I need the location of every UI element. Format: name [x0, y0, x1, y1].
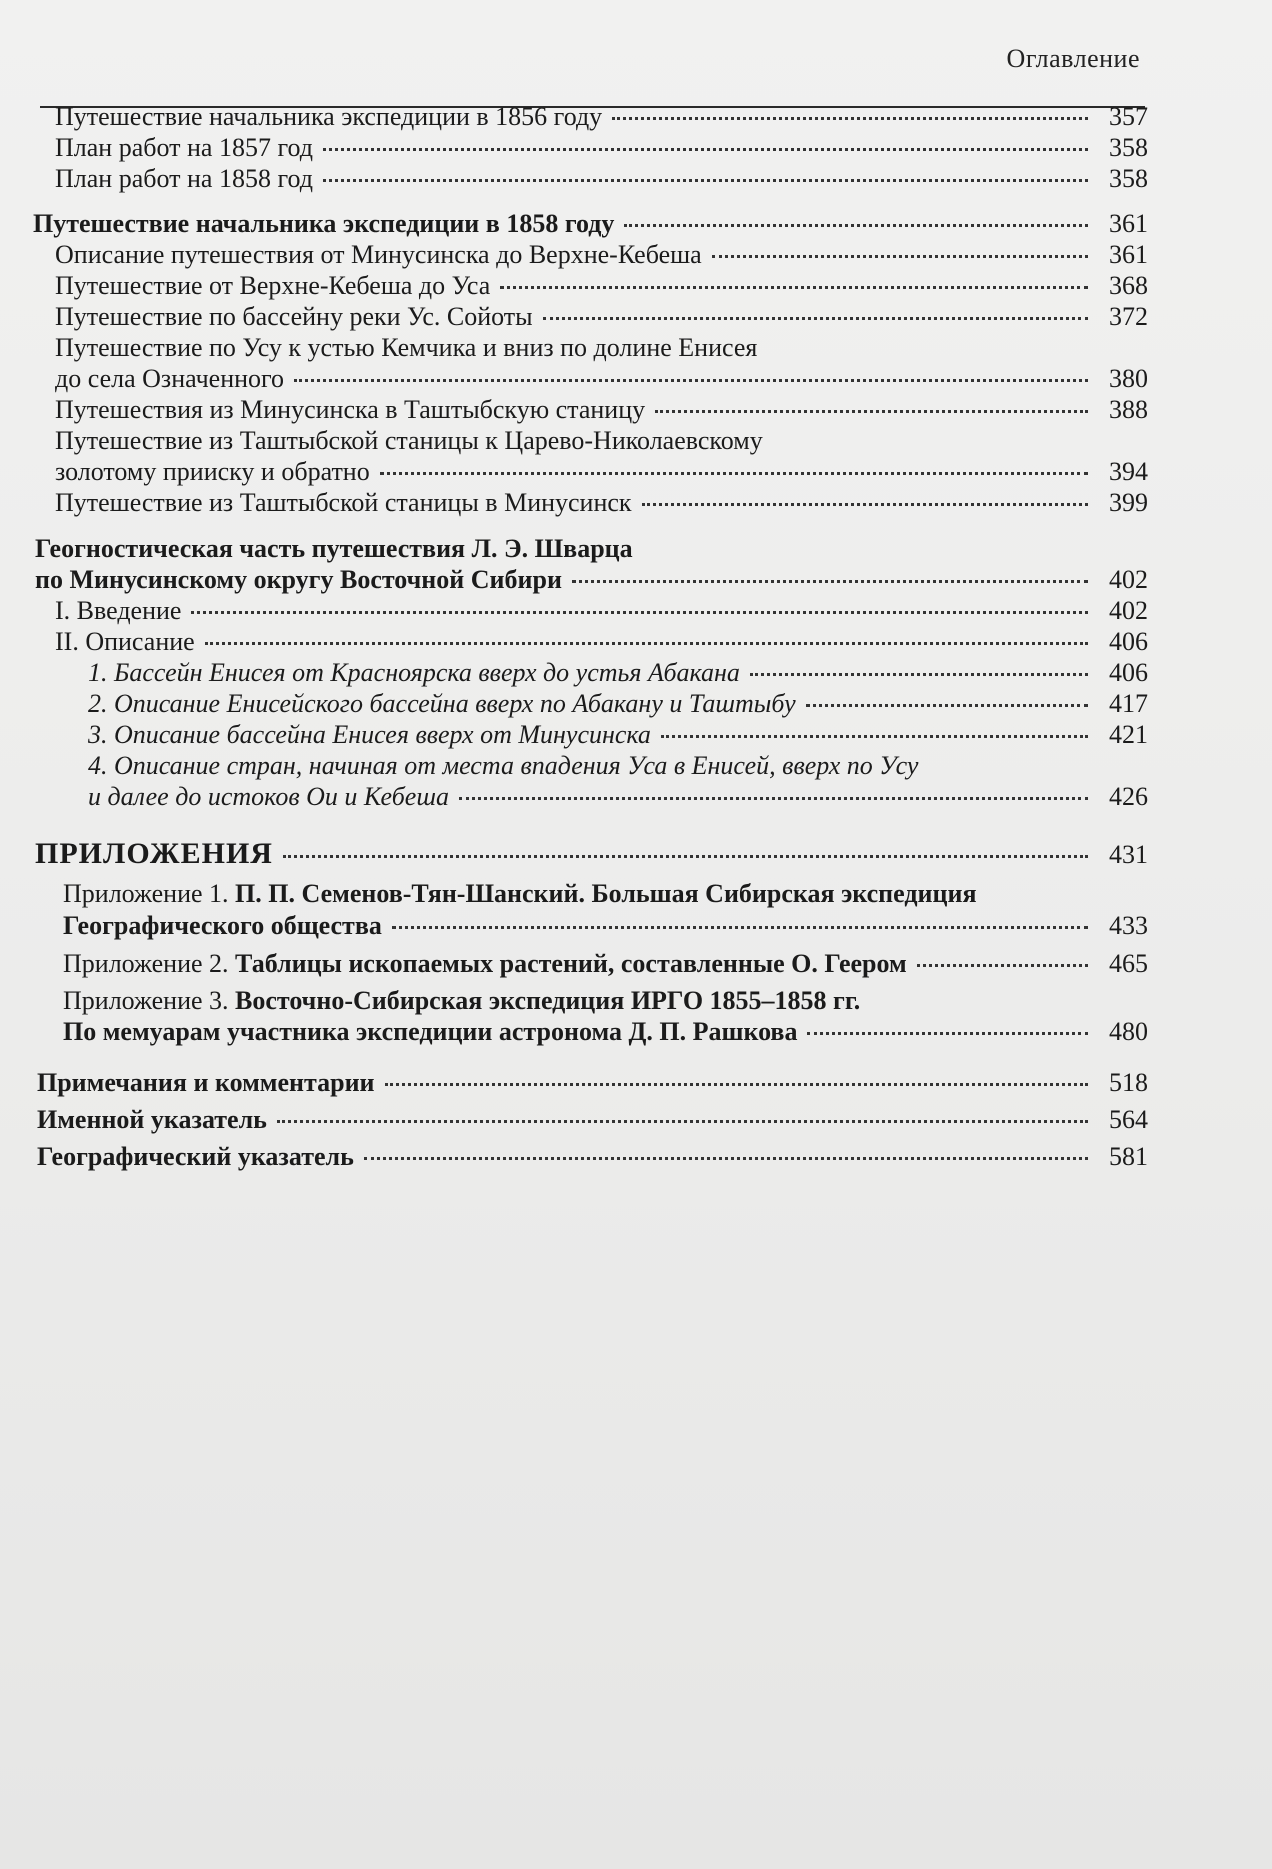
dot-leader [205, 640, 1088, 645]
toc-entry-page: 402 [1109, 596, 1148, 625]
appendix-1-line1[interactable] [63, 878, 977, 910]
dot-leader [323, 177, 1088, 182]
toc-section[interactable] [37, 1067, 1148, 1099]
toc-entry[interactable] [55, 363, 1148, 395]
toc-section-title: Путешествие начальника экспедиции в 1858 году [33, 209, 615, 238]
toc-entry-title-line2: до села Означенного [55, 364, 285, 393]
toc-entry-page: 406 [1109, 627, 1148, 656]
running-header: Оглавление [1006, 44, 1140, 73]
toc-entry-page: 394 [1109, 457, 1148, 486]
toc-entry-page: 581 [1109, 1142, 1148, 1171]
dot-leader [642, 501, 1088, 506]
dot-leader [917, 962, 1088, 967]
toc-section[interactable] [35, 564, 1148, 596]
toc-entry-title: План работ на 1857 год [55, 133, 313, 162]
dot-leader [543, 315, 1088, 320]
dot-leader [323, 146, 1088, 151]
toc-entry-page: 358 [1109, 133, 1148, 162]
toc-section-title: Именной указатель [37, 1105, 267, 1134]
toc-entry-page: 368 [1109, 271, 1148, 300]
toc-entry-title-line2: золотому прииску и обратно [55, 457, 370, 486]
toc-entry-page: 406 [1109, 658, 1148, 687]
toc-entry-title-line1[interactable]: Путешествие из Таштыбской станицы к Царево-Николаевскому [55, 426, 763, 455]
toc-entry-title: Путешествие от Верхне-Кебеша до Уса [55, 271, 491, 300]
toc-entry-title: Путешествие начальника экспедиции в 1856 году [55, 102, 603, 131]
toc-subentry-title-line2: и далее до истоков Ои и Кебеша [88, 782, 449, 811]
toc-subentry-title-line1[interactable]: 4. Описание стран, начиная от места впадения Уса в Енисей, вверх по Усу [88, 751, 919, 780]
dot-leader [283, 853, 1088, 858]
dot-leader [364, 1155, 1088, 1160]
toc-entry-page: 518 [1109, 1068, 1148, 1097]
toc-entry-title: Путешествие по бассейну реки Ус. Сойоты [55, 302, 533, 331]
toc-section-title: ПРИЛОЖЕНИЯ [35, 837, 273, 870]
appendix-title-line2: Географического общества [63, 911, 382, 940]
toc-entry-page: 417 [1109, 689, 1148, 718]
toc-entry-title-line1[interactable]: Путешествие по Усу к устью Кемчика и вниз по долине Енисея [55, 333, 758, 362]
appendix-title-line2: По мемуарам участника экспедиции астронома Д. П. Рашкова [63, 1017, 798, 1046]
toc-entry-page: 402 [1109, 565, 1148, 594]
toc-entry[interactable] [55, 301, 1148, 333]
toc-entry[interactable] [55, 487, 1148, 519]
toc-subentry[interactable] [88, 688, 1148, 720]
toc-entry[interactable] [55, 163, 1148, 195]
toc-entry[interactable] [63, 910, 1148, 942]
toc-entry-page: 372 [1109, 302, 1148, 331]
toc-entry-page: 480 [1109, 1017, 1148, 1046]
toc-entry-title: 3. Описание бассейна Енисея вверх от Минусинска [88, 720, 651, 749]
dot-leader [624, 222, 1088, 227]
toc-entry-page: 433 [1109, 911, 1148, 940]
toc-entry-page: 564 [1109, 1105, 1148, 1134]
dot-leader [807, 1030, 1088, 1035]
toc-entry[interactable] [63, 1016, 1148, 1048]
toc-section-title-line1[interactable]: Геогностическая часть путешествия Л. Э. Шварца [35, 534, 633, 563]
toc-entry-title: Путешествия из Минусинска в Таштыбскую станицу [55, 395, 646, 424]
appendix-prefix: Приложение 2. [63, 949, 229, 978]
toc-section[interactable] [35, 838, 1148, 871]
toc-subentry[interactable] [88, 781, 1148, 813]
appendix-prefix: Приложение 3. [63, 986, 229, 1015]
toc-entry[interactable] [55, 239, 1148, 271]
toc-entry-page: 431 [1109, 840, 1148, 869]
appendix-title: П. П. Семенов-Тян-Шанский. Большая Сибирская экспедиция [235, 879, 977, 908]
toc-entry[interactable] [55, 626, 1148, 658]
dot-leader [661, 733, 1088, 738]
appendix-prefix: Приложение 1. [63, 879, 229, 908]
toc-entry-page: 361 [1109, 240, 1148, 269]
dot-leader [459, 795, 1088, 800]
dot-leader [612, 115, 1088, 120]
toc-entry-page: 421 [1109, 720, 1148, 749]
dot-leader [712, 253, 1088, 258]
toc-entry[interactable] [55, 101, 1148, 133]
dot-leader [191, 609, 1088, 614]
dot-leader [385, 1081, 1088, 1086]
toc-entry-page: 465 [1109, 949, 1148, 978]
toc-entry-title: I. Введение [55, 596, 182, 625]
toc-section-title-line2: по Минусинскому округу Восточной Сибири [35, 565, 562, 594]
toc-subentry[interactable] [88, 719, 1148, 751]
toc-entry-title: План работ на 1858 год [55, 164, 313, 193]
toc-entry-title: Путешествие из Таштыбской станицы в Минусинск [55, 488, 632, 517]
toc-section[interactable] [37, 1141, 1148, 1173]
appendix-2 [63, 948, 907, 980]
dot-leader [392, 924, 1088, 929]
appendix-title: Таблицы ископаемых растений, составленные О. Геером [235, 949, 907, 978]
toc-entry-page: 358 [1109, 164, 1148, 193]
toc-subentry[interactable] [88, 657, 1148, 689]
toc-section-title: Географический указатель [37, 1142, 354, 1171]
toc-entry[interactable] [55, 456, 1148, 488]
dot-leader [806, 702, 1088, 707]
toc-entry-page: 357 [1109, 102, 1148, 131]
toc-entry[interactable] [63, 948, 1148, 980]
toc-entry-page: 380 [1109, 364, 1148, 393]
dot-leader [655, 408, 1088, 413]
toc-entry-title: Описание путешествия от Минусинска до Верхне-Кебеша [55, 240, 702, 269]
toc-entry-page: 426 [1109, 782, 1148, 811]
toc-entry-title: II. Описание [55, 627, 195, 656]
toc-section[interactable] [37, 1104, 1148, 1136]
toc-entry[interactable] [55, 394, 1148, 426]
toc-entry[interactable] [55, 132, 1148, 164]
toc-entry[interactable] [55, 270, 1148, 302]
toc-section[interactable] [33, 208, 1148, 240]
toc-entry[interactable] [55, 595, 1148, 627]
dot-leader [750, 671, 1088, 676]
toc-entry-page: 361 [1109, 209, 1148, 238]
appendix-3-line1[interactable] [63, 985, 860, 1017]
dot-leader [380, 470, 1088, 475]
appendix-title: Восточно-Сибирская экспедиция ИРГО 1855–1858 гг. [235, 986, 861, 1015]
dot-leader [572, 578, 1088, 583]
toc-entry-title: 1. Бассейн Енисея от Красноярска вверх до устья Абакана [88, 658, 740, 687]
toc-entry-page: 399 [1109, 488, 1148, 517]
dot-leader [277, 1118, 1088, 1123]
dot-leader [294, 377, 1088, 382]
toc-entry-title: 2. Описание Енисейского бассейна вверх по Абакану и Таштыбу [88, 689, 796, 718]
toc-entry-page: 388 [1109, 395, 1148, 424]
toc-section-title: Примечания и комментарии [37, 1068, 375, 1097]
dot-leader [500, 284, 1088, 289]
